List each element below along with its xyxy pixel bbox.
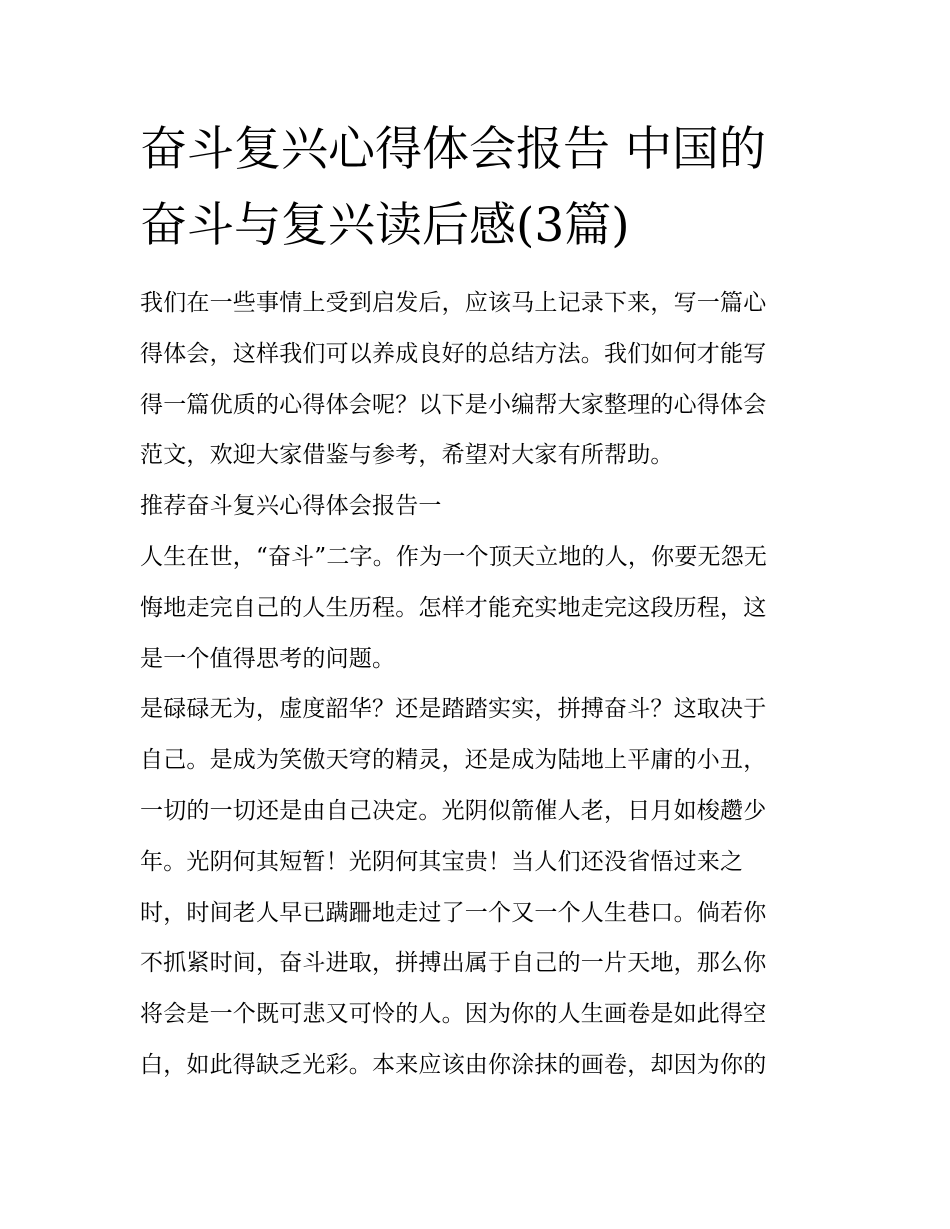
body-line: 得体会，这样我们可以养成良好的总结方法。我们如何才能写 [140,340,767,367]
body-line: 年。光阴何其短暂！光阴何其宝贵！当人们还没省悟过来之 [140,848,744,875]
document-title [140,112,812,264]
document-body [140,278,812,1091]
body-line: 悔地走完自己的人生历程。怎样才能充实地走完这段历程，这 [140,594,767,621]
body-line: 是一个值得思考的问题。 [140,645,396,672]
body-line: 我们在一些事情上受到启发后，应该马上记录下来，写一篇心 [140,290,767,316]
body-line: 人生在世，“奋斗”二字。作为一个顶天立地的人，你要无怨无 [140,543,768,570]
body-line: 得一篇优质的心得体会呢？以下是小编帮大家整理的心得体会 [140,391,767,418]
title-line-1: 奋斗复兴心得体会报告 中国的 [140,122,766,177]
body-line: 将会是一个既可悲又可怜的人。因为你的人生画卷是如此得空 [140,1001,767,1028]
body-line: 白，如此得缺乏光彩。本来应该由你涂抹的画卷，却因为你的 [140,1051,767,1078]
body-line: 一切的一切还是由自己决定。光阴似箭催人老，日月如梭趱少 [140,797,767,824]
body-line: 时，时间老人早已蹒跚地走过了一个又一个人生巷口。倘若你 [140,899,767,926]
title-line-2: 奋斗与复兴读后感(3篇) [140,198,630,253]
body-line: 范文，欢迎大家借鉴与参考，希望对大家有所帮助。 [140,442,674,469]
body-line: 不抓紧时间，奋斗进取，拼搏出属于自己的一片天地，那么你 [140,950,767,977]
body-line: 自己。是成为笑傲天穹的精灵，还是成为陆地上平庸的小丑， [140,747,767,774]
body-line: 是碌碌无为，虚度韶华？还是踏踏实实，拼搏奋斗？这取决于 [140,696,767,723]
document-page [140,112,812,1091]
section-heading: 推荐奋斗复兴心得体会报告一 [140,493,442,520]
